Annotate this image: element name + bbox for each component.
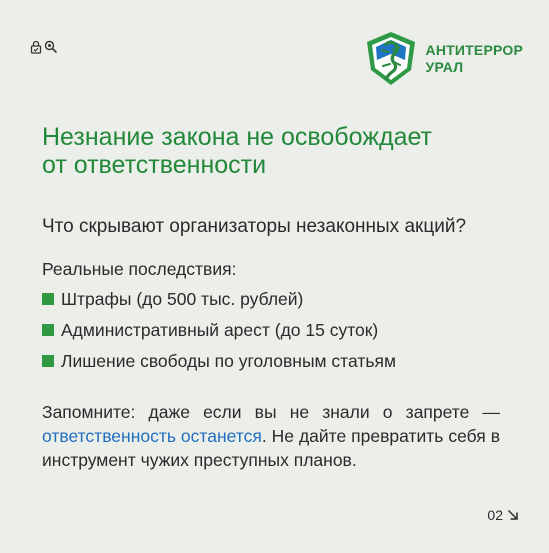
lizard-shield-logo bbox=[364, 30, 418, 88]
list-item-text: Административный арест (до 15 суток) bbox=[61, 320, 379, 340]
bullet-square-icon bbox=[42, 324, 54, 336]
bullet-square-icon bbox=[42, 293, 54, 305]
consequences-section bbox=[42, 258, 396, 381]
title-line-1: Незнание закона не освобождает bbox=[42, 123, 432, 151]
page-indicator bbox=[487, 507, 519, 523]
title-line-2: от ответственности bbox=[42, 151, 267, 179]
note-highlight: ответственность останется bbox=[42, 426, 262, 446]
brand bbox=[364, 30, 523, 88]
note-text-before: Запомните: даже если вы не знали о запрете — bbox=[42, 402, 500, 422]
magnifier-icon bbox=[44, 40, 58, 54]
list-item bbox=[42, 319, 396, 341]
list-item bbox=[42, 288, 396, 310]
brand-name bbox=[426, 42, 523, 76]
note-text-after: . Не дайте превратить себя в инструмент чужих преступных планов. bbox=[42, 426, 500, 470]
consequences-list bbox=[42, 288, 396, 372]
page-number: 02 bbox=[487, 507, 503, 523]
list-item bbox=[42, 350, 396, 372]
corner-icons bbox=[30, 40, 58, 54]
page-title bbox=[42, 123, 512, 179]
bullet-square-icon bbox=[42, 355, 54, 367]
question-text: Что скрывают организаторы незаконных акций? bbox=[42, 216, 467, 237]
list-item-text: Лишение свободы по уголовным статьям bbox=[61, 351, 396, 371]
brand-line-1: АНТИТЕРРОР bbox=[425, 42, 523, 58]
list-item-text: Штрафы (до 500 тыс. рублей) bbox=[61, 289, 304, 309]
note-paragraph bbox=[42, 400, 500, 472]
arrow-down-right-icon bbox=[507, 509, 519, 521]
lock-icon bbox=[30, 40, 42, 54]
brand-line-2: УРАЛ bbox=[425, 59, 464, 75]
consequences-title: Реальные последствия: bbox=[42, 259, 237, 279]
